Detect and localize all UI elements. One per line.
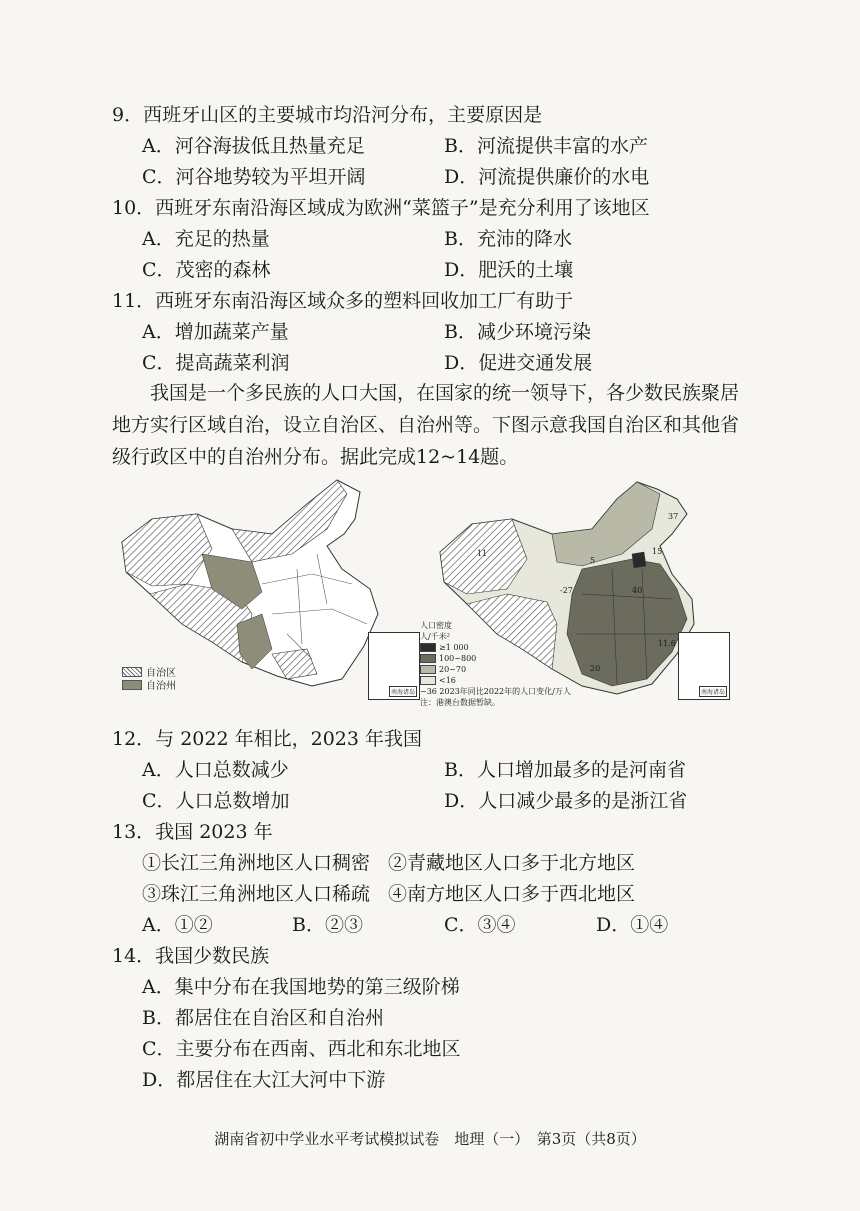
question-10-stem: 10．西班牙东南沿海区域成为欧洲“菜篮子”是充分利用了该地区 bbox=[112, 197, 650, 219]
right-inset-south-china-sea bbox=[678, 632, 730, 700]
legend-hatch-swatch bbox=[122, 667, 142, 677]
right-map-east-dense bbox=[567, 559, 687, 686]
question-14-option-b: B．都居住在自治区和自治州 bbox=[142, 1007, 384, 1029]
map-label-1: 37 bbox=[668, 512, 679, 521]
question-14-stem: 14．我国少数民族 bbox=[112, 945, 270, 967]
left-inset-label: 南海诸岛 bbox=[389, 686, 417, 697]
density-class-1: ≥1 000 bbox=[439, 643, 469, 652]
density-source-note: 注：港澳台数据暂缺。 bbox=[420, 698, 500, 707]
density-legend-unit: 人/千米² bbox=[420, 632, 450, 641]
intro-paragraph: 我国是一个多民族的人口大国，在国家的统一领导下，各少数民族聚居地方实行区域自治，设立自治区、自治州等。下图示意我国自治区和其他省级行政区中的自治州分布。据此完成12~14题。 bbox=[112, 382, 740, 468]
question-11-stem: 11．西班牙东南沿海区域众多的塑料回收加工厂有助于 bbox=[112, 290, 574, 312]
question-11-option-b: B．减少环境污染 bbox=[444, 321, 591, 343]
density-legend-title: 人口密度 bbox=[420, 621, 452, 630]
legend-autonomous-prefecture-label: 自治州 bbox=[146, 681, 176, 692]
left-map bbox=[122, 480, 378, 686]
density-swatch-2 bbox=[420, 654, 436, 663]
question-9-option-a: A．河谷海拔低且热量充足 bbox=[142, 135, 365, 157]
density-row-3 bbox=[420, 664, 571, 675]
question-12-option-c: C．人口总数增加 bbox=[142, 790, 290, 812]
map-figure bbox=[112, 474, 742, 710]
density-row-2 bbox=[420, 653, 571, 664]
density-swatch-3 bbox=[420, 665, 436, 674]
question-13-statement-2: ②青藏地区人口多于北方地区 bbox=[388, 852, 636, 874]
map-label-3: 15 bbox=[652, 547, 663, 556]
question-13-option-a: A．①② bbox=[142, 914, 213, 936]
map-label-8: 20 bbox=[590, 664, 601, 673]
right-inset-label: 南海诸岛 bbox=[699, 686, 727, 697]
question-9-option-b: B．河流提供丰富的水产 bbox=[444, 135, 648, 157]
question-13-statement-4: ④南方地区人口多于西北地区 bbox=[388, 883, 636, 905]
question-13-option-d: D．①④ bbox=[596, 914, 669, 936]
density-class-4: <16 bbox=[439, 676, 456, 685]
question-14-option-a: A．集中分布在我国地势的第三级阶梯 bbox=[142, 976, 460, 998]
density-change-note: −36 2023年同比2022年的人口变化/万人 bbox=[420, 687, 571, 696]
map-label-2: 5 bbox=[590, 556, 596, 565]
question-12-option-d: D．人口减少最多的是浙江省 bbox=[444, 790, 688, 812]
legend-prefecture-swatch bbox=[122, 680, 142, 690]
right-map-beijing-dark bbox=[632, 552, 646, 568]
left-inset-south-china-sea bbox=[368, 632, 420, 700]
question-13-stem: 13．我国 2023 年 bbox=[112, 821, 273, 843]
density-swatch-1 bbox=[420, 643, 436, 652]
question-11-option-c: C．提高蔬菜利润 bbox=[142, 352, 290, 374]
question-10-option-d: D．肥沃的土壤 bbox=[444, 259, 574, 281]
legend-autonomous-region-label: 自治区 bbox=[146, 668, 176, 679]
density-row-4 bbox=[420, 675, 571, 686]
question-14-option-d: D．都居住在大江大河中下游 bbox=[142, 1069, 386, 1091]
question-13-option-c: C．③④ bbox=[444, 914, 516, 936]
map-label-5: 11.6 bbox=[658, 639, 676, 648]
density-class-3: 20~70 bbox=[439, 665, 467, 674]
question-12-stem: 12．与 2022 年相比，2023 年我国 bbox=[112, 728, 423, 750]
question-10-option-b: B．充沛的降水 bbox=[444, 228, 572, 250]
question-10-option-c: C．茂密的森林 bbox=[142, 259, 271, 281]
question-10-option-a: A．充足的热量 bbox=[142, 228, 270, 250]
map-label-7: 40 bbox=[632, 586, 643, 595]
question-9-option-c: C．河谷地势较为平坦开阔 bbox=[142, 166, 366, 188]
map-label-4: -27 bbox=[560, 586, 573, 595]
question-12-option-a: A．人口总数减少 bbox=[142, 759, 289, 781]
question-13-statement-1: ①长江三角洲地区人口稠密 bbox=[142, 852, 371, 874]
question-9-stem: 9．西班牙山区的主要城市均沿河分布，主要原因是 bbox=[112, 104, 543, 126]
density-swatch-4 bbox=[420, 676, 436, 685]
legend-autonomous-prefecture bbox=[122, 677, 176, 692]
density-class-2: 100~800 bbox=[439, 654, 477, 663]
density-legend bbox=[420, 620, 571, 708]
question-11-option-d: D．促进交通发展 bbox=[444, 352, 593, 374]
density-row-1 bbox=[420, 642, 571, 653]
question-14-option-c: C．主要分布在西南、西北和东北地区 bbox=[142, 1038, 461, 1060]
question-9-option-d: D．河流提供廉价的水电 bbox=[444, 166, 650, 188]
map-label-6: 11 bbox=[477, 549, 488, 558]
question-12-option-b: B．人口增加最多的是河南省 bbox=[444, 759, 686, 781]
question-13-option-b: B．②③ bbox=[292, 914, 363, 936]
question-11-option-a: A．增加蔬菜产量 bbox=[142, 321, 289, 343]
page-footer: 湖南省初中学业水平考试模拟试卷 地理（一） 第3页（共8页） bbox=[214, 1130, 646, 1148]
question-13-statement-3: ③珠江三角洲地区人口稀疏 bbox=[142, 883, 371, 905]
